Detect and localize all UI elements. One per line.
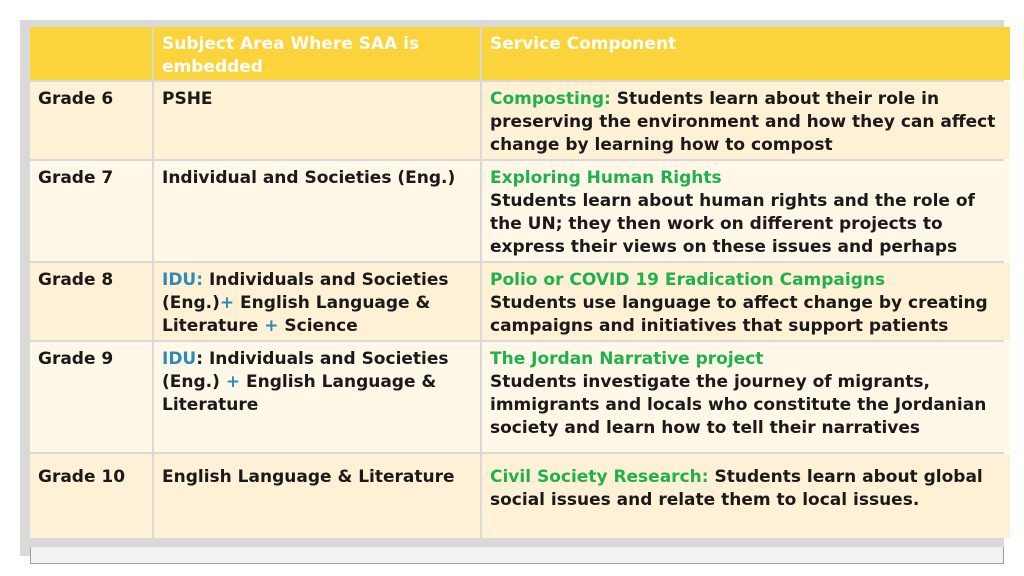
subject-cell — [154, 82, 480, 159]
plus-sign: + — [264, 316, 279, 336]
subject-text: English Language & Literature — [162, 467, 455, 487]
grade-cell: Grade 8 — [30, 263, 152, 340]
subject-text: Individual and Societies (Eng.) — [162, 168, 456, 188]
service-cell — [482, 82, 1010, 159]
service-title: Civil Society Research: — [490, 467, 709, 487]
subject-text: English Language & Literature — [162, 372, 437, 415]
service-text: Students learn about their role in preserving the environment and how they can affect change by learning how to compost — [490, 89, 996, 155]
subject-text: English Language & Literature — [162, 293, 431, 336]
service-title: Exploring Human Rights — [490, 168, 722, 188]
grade-cell: Grade 10 — [30, 454, 152, 538]
service-text: Students learn about human rights and the role of the UN; they then work on different projects to express their views on these issues and perhaps — [490, 191, 975, 257]
service-cell — [482, 342, 1010, 452]
service-text: Students investigate the journey of migrants, immigrants and locals who constitute the Jordanian society and learn how to tell their narratives — [490, 372, 987, 438]
header-subject-area: Subject Area Where SAA is embedded — [154, 27, 480, 80]
slide-frame — [20, 20, 1004, 556]
idu-prefix: IDU: — [162, 270, 204, 290]
header-service-component: Service Component — [482, 27, 1010, 80]
subject-text: PSHE — [162, 89, 213, 109]
plus-sign: + — [225, 372, 241, 392]
plus-sign: + — [219, 293, 235, 313]
subject-text: Individuals and Societies (Eng.) — [162, 270, 449, 313]
service-cell — [482, 454, 1010, 538]
service-title: Polio or COVID 19 Eradication Campaigns — [490, 270, 886, 290]
service-cell — [482, 263, 1010, 340]
subject-text: : Individuals and Societies (Eng.) — [162, 349, 449, 392]
saa-table — [30, 27, 1006, 548]
subject-text: Science — [278, 316, 358, 336]
subject-cell — [154, 342, 480, 452]
service-title: The Jordan Narrative project — [490, 349, 764, 369]
grade-cell: Grade 9 — [30, 342, 152, 452]
service-title: Composting: — [490, 89, 611, 109]
idu-prefix: IDU — [162, 349, 197, 369]
subject-cell — [154, 454, 480, 538]
subject-cell — [154, 263, 480, 340]
table-bottom-bar — [30, 547, 1004, 564]
service-cell — [482, 161, 1010, 261]
subject-cell — [154, 161, 480, 261]
service-text: Students learn about global social issues and relate them to local issues. — [490, 467, 983, 510]
service-text: Students use language to affect change by creating campaigns and initiatives that support patients — [490, 293, 988, 336]
header-grade-cell — [30, 27, 152, 80]
grade-cell: Grade 6 — [30, 82, 152, 159]
grade-cell: Grade 7 — [30, 161, 152, 261]
